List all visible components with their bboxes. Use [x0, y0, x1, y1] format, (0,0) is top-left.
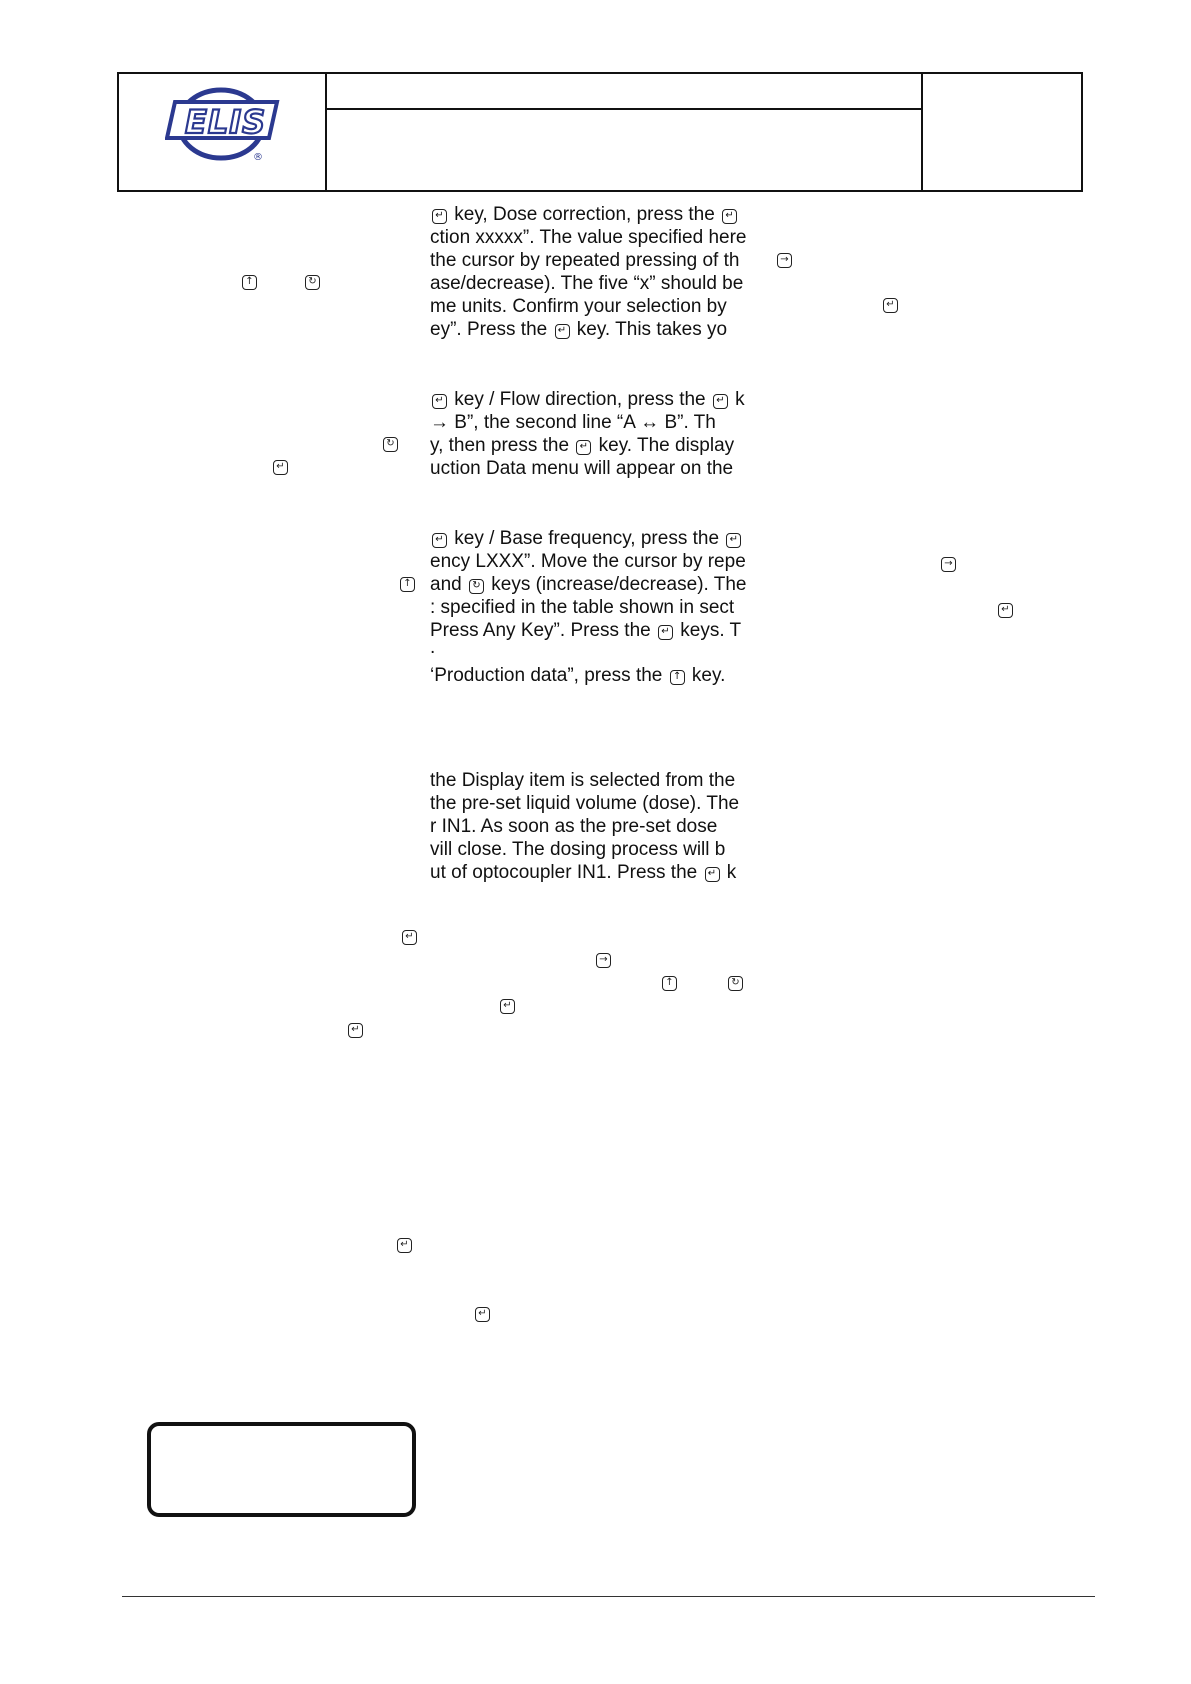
enter-key-icon: ↵	[273, 460, 288, 475]
text-line: ↵ key, Dose correction, press the ↵	[430, 203, 760, 226]
right-key-icon: →	[941, 557, 956, 572]
text-line: r IN1. As soon as the pre-set dose	[430, 816, 718, 837]
text-line: ↵ key / Base frequency, press the ↵	[430, 527, 760, 550]
text-line: : specified in the table shown in sect	[430, 597, 735, 618]
enter-key-icon: ↵	[432, 394, 447, 409]
text-line: the Display item is selected from the	[430, 770, 736, 791]
text-line: vill close. The dosing process will b	[430, 839, 726, 860]
header-page-cell	[923, 74, 1081, 190]
enter-key-icon: ↵	[726, 533, 741, 548]
enter-key-icon: ↵	[713, 394, 728, 409]
text-line: y, then press the ↵ key. The display	[430, 435, 735, 456]
enter-key-icon: ↵	[348, 1023, 363, 1038]
text-line: the pre-set liquid volume (dose). The	[430, 793, 740, 814]
text-line: ase/decrease). The five “x” should be	[430, 273, 744, 294]
text-line: ut of optocoupler IN1. Press the ↵ k	[430, 862, 737, 883]
enter-key-icon: ↵	[397, 1238, 412, 1253]
up-key-icon: ↑	[242, 275, 257, 290]
enter-key-icon: ↵	[555, 324, 570, 339]
registered-mark: ®	[253, 152, 263, 163]
header-subtitle-cell	[327, 110, 923, 190]
enter-key-icon: ↵	[883, 298, 898, 313]
text-line: .	[430, 637, 436, 658]
cycle-key-icon: ↻	[728, 976, 743, 991]
text-line: the cursor by repeated pressing of th	[430, 250, 740, 271]
enter-key-icon: ↵	[475, 1307, 490, 1322]
enter-key-icon: ↵	[432, 209, 447, 224]
enter-key-icon: ↵	[658, 625, 673, 640]
right-key-icon: →	[777, 253, 792, 268]
text-line: and ↻ keys (increase/decrease). The	[430, 574, 747, 595]
enter-key-icon: ↵	[998, 603, 1013, 618]
text-line: → B”, the second line “A ↔ B”. Th	[430, 412, 716, 433]
up-key-icon: ↑	[400, 577, 415, 592]
enter-key-icon: ↵	[432, 533, 447, 548]
text-line: ency LXXX”. Move the cursor by repe	[430, 551, 746, 572]
text-line: ey”. Press the ↵ key. This takes yo	[430, 319, 728, 340]
text-line: uction Data menu will appear on the	[430, 458, 734, 479]
text-line: ction xxxxx”. The value specified here	[430, 227, 747, 248]
enter-key-icon: ↵	[705, 867, 720, 882]
cycle-key-icon: ↻	[305, 275, 320, 290]
up-key-icon: ↑	[662, 976, 677, 991]
text-line: ‘Production data”, press the ↑ key.	[430, 665, 726, 686]
enter-key-icon: ↵	[500, 999, 515, 1014]
enter-key-icon: ↵	[402, 930, 417, 945]
cycle-key-icon: ↻	[469, 579, 484, 594]
up-key-icon: ↑	[670, 670, 685, 685]
right-key-icon: →	[596, 953, 611, 968]
page-header-table	[117, 72, 1083, 192]
display-screen-box	[147, 1422, 416, 1517]
cycle-key-icon: ↻	[383, 437, 398, 452]
elis-logo	[165, 86, 281, 166]
enter-key-icon: ↵	[722, 209, 737, 224]
enter-key-icon: ↵	[576, 440, 591, 455]
footer-divider	[122, 1596, 1095, 1597]
text-line: Press Any Key”. Press the ↵ keys. T	[430, 620, 742, 641]
text-line: me units. Confirm your selection by	[430, 296, 727, 317]
header-title-cell	[327, 74, 923, 110]
logo-cell	[119, 74, 327, 190]
text-line: ↵ key / Flow direction, press the ↵ k	[430, 388, 760, 411]
logo-text: ELIS	[185, 103, 267, 141]
